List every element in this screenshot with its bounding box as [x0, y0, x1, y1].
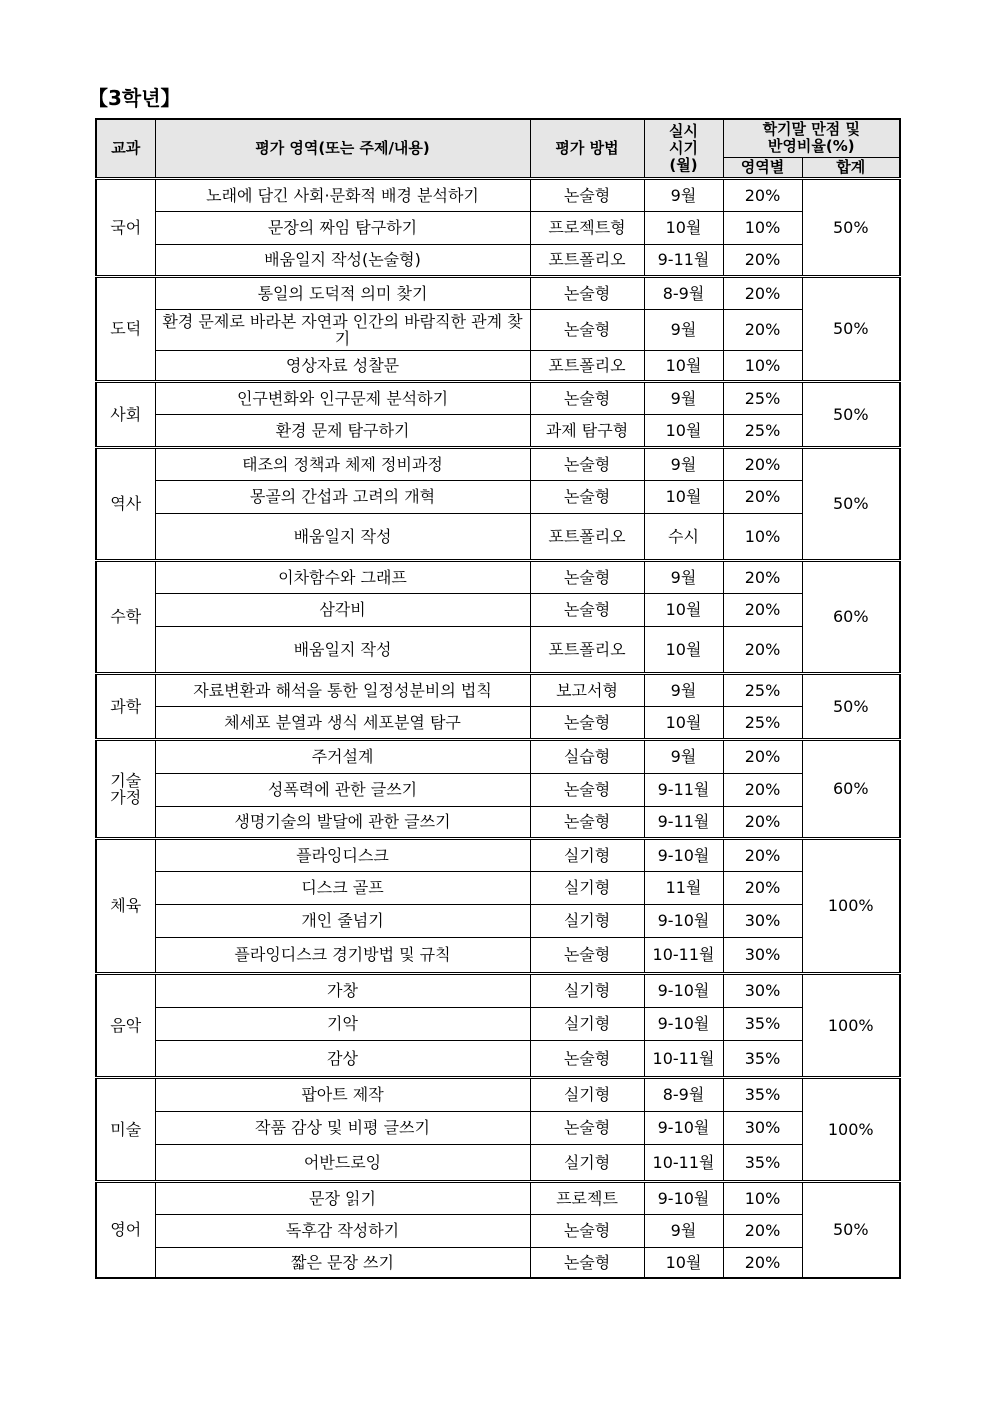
time-cell: 9-10월 — [644, 973, 723, 1007]
area-cell: 태조의 정책과 체제 정비과정 — [155, 447, 530, 480]
method-cell: 실기형 — [530, 973, 644, 1007]
subject-name: 수학 — [96, 560, 155, 673]
subject-name: 기술 가정 — [96, 739, 155, 838]
time-cell: 10월 — [644, 1247, 723, 1278]
percent-cell: 20% — [723, 739, 802, 773]
subject-name: 사회 — [96, 381, 155, 447]
area-cell: 문장의 짜임 탐구하기 — [155, 211, 530, 244]
method-cell: 실기형 — [530, 1144, 644, 1181]
table-row — [96, 178, 900, 211]
area-cell: 어반드로잉 — [155, 1144, 530, 1181]
subject-name: 역사 — [96, 447, 155, 560]
table-row — [96, 739, 900, 773]
method-cell: 논술형 — [530, 1040, 644, 1077]
total-cell: 50% — [802, 447, 900, 560]
method-cell: 논술형 — [530, 178, 644, 211]
table-row — [96, 973, 900, 1007]
percent-cell: 35% — [723, 1144, 802, 1181]
percent-cell: 20% — [723, 244, 802, 276]
subject-name: 체육 — [96, 838, 155, 973]
time-cell: 10월 — [644, 480, 723, 513]
table-row — [96, 838, 900, 871]
table-row — [96, 1111, 900, 1144]
area-cell: 주거설계 — [155, 739, 530, 773]
area-cell: 환경 문제 탐구하기 — [155, 414, 530, 447]
percent-cell: 20% — [723, 773, 802, 806]
percent-cell: 20% — [723, 1247, 802, 1278]
time-cell: 10-11월 — [644, 1144, 723, 1181]
method-cell: 논술형 — [530, 593, 644, 626]
table-body — [96, 178, 900, 1278]
method-cell: 실기형 — [530, 904, 644, 937]
total-cell: 50% — [802, 673, 900, 739]
area-cell: 감상 — [155, 1040, 530, 1077]
time-cell: 수시 — [644, 513, 723, 560]
method-cell: 논술형 — [530, 309, 644, 350]
percent-cell: 30% — [723, 973, 802, 1007]
time-cell: 9-11월 — [644, 806, 723, 838]
area-cell: 가창 — [155, 973, 530, 1007]
percent-cell: 20% — [723, 560, 802, 593]
time-cell: 9월 — [644, 560, 723, 593]
method-cell: 실기형 — [530, 871, 644, 904]
area-cell: 노래에 담긴 사회·문화적 배경 분석하기 — [155, 178, 530, 211]
time-cell: 9-10월 — [644, 1111, 723, 1144]
total-cell: 50% — [802, 276, 900, 381]
header-ratio-title: 학기말 만점 및 반영비율(%) — [723, 119, 900, 157]
table-row — [96, 1144, 900, 1181]
time-cell: 8-9월 — [644, 1077, 723, 1111]
method-cell: 논술형 — [530, 806, 644, 838]
subject-name: 국어 — [96, 178, 155, 276]
method-cell: 포트폴리오 — [530, 350, 644, 381]
subject-name: 음악 — [96, 973, 155, 1077]
area-cell: 체세포 분열과 생식 세포분열 탐구 — [155, 706, 530, 739]
time-cell: 10월 — [644, 706, 723, 739]
time-cell: 10월 — [644, 414, 723, 447]
table-row — [96, 1214, 900, 1247]
method-cell: 과제 탐구형 — [530, 414, 644, 447]
table-row — [96, 381, 900, 414]
percent-cell: 10% — [723, 513, 802, 560]
method-cell: 논술형 — [530, 447, 644, 480]
subject-name: 미술 — [96, 1077, 155, 1181]
header-ratio-total: 합계 — [802, 157, 900, 178]
time-cell: 9월 — [644, 309, 723, 350]
percent-cell: 20% — [723, 626, 802, 673]
percent-cell: 20% — [723, 806, 802, 838]
method-cell: 논술형 — [530, 773, 644, 806]
table-row — [96, 871, 900, 904]
time-cell: 9-11월 — [644, 244, 723, 276]
time-cell: 10월 — [644, 626, 723, 673]
time-cell: 9-11월 — [644, 773, 723, 806]
method-cell: 프로젝트형 — [530, 211, 644, 244]
table-row — [96, 513, 900, 560]
table-row — [96, 480, 900, 513]
area-cell: 인구변화와 인구문제 분석하기 — [155, 381, 530, 414]
percent-cell: 20% — [723, 276, 802, 309]
table-row — [96, 309, 900, 350]
area-cell: 환경 문제로 바라본 자연과 인간의 바람직한 관계 찾기 — [155, 309, 530, 350]
header-ratio-each: 영역별 — [723, 157, 802, 178]
total-cell: 100% — [802, 838, 900, 973]
method-cell: 포트폴리오 — [530, 626, 644, 673]
percent-cell: 10% — [723, 350, 802, 381]
percent-cell: 10% — [723, 211, 802, 244]
area-cell: 배움일지 작성 — [155, 626, 530, 673]
table-row — [96, 560, 900, 593]
header-method: 평가 방법 — [530, 119, 644, 178]
method-cell: 포트폴리오 — [530, 513, 644, 560]
time-cell: 9-10월 — [644, 1007, 723, 1040]
time-cell: 9월 — [644, 447, 723, 480]
total-cell: 100% — [802, 1077, 900, 1181]
page-title: 【3학년】 — [88, 86, 181, 110]
method-cell: 논술형 — [530, 1214, 644, 1247]
method-cell: 포트폴리오 — [530, 244, 644, 276]
total-cell: 50% — [802, 1181, 900, 1278]
time-cell: 10월 — [644, 211, 723, 244]
percent-cell: 25% — [723, 414, 802, 447]
table-row — [96, 1247, 900, 1278]
subject-name: 도덕 — [96, 276, 155, 381]
area-cell: 자료변환과 해석을 통한 일정성분비의 법칙 — [155, 673, 530, 706]
table-row — [96, 706, 900, 739]
table-row — [96, 673, 900, 706]
percent-cell: 25% — [723, 381, 802, 414]
header-subject: 교과 — [96, 119, 155, 178]
table-row — [96, 1007, 900, 1040]
header-timing: 실시 시기 (월) — [644, 119, 723, 178]
time-cell: 9월 — [644, 739, 723, 773]
method-cell: 논술형 — [530, 706, 644, 739]
table-row — [96, 276, 900, 309]
table-row — [96, 773, 900, 806]
percent-cell: 30% — [723, 904, 802, 937]
method-cell: 논술형 — [530, 381, 644, 414]
percent-cell: 20% — [723, 838, 802, 871]
percent-cell: 20% — [723, 178, 802, 211]
total-cell: 60% — [802, 739, 900, 838]
time-cell: 9-10월 — [644, 838, 723, 871]
area-cell: 기악 — [155, 1007, 530, 1040]
percent-cell: 10% — [723, 1181, 802, 1214]
percent-cell: 20% — [723, 593, 802, 626]
percent-cell: 20% — [723, 447, 802, 480]
total-cell: 100% — [802, 973, 900, 1077]
time-cell: 9월 — [644, 178, 723, 211]
area-cell: 디스크 골프 — [155, 871, 530, 904]
percent-cell: 35% — [723, 1007, 802, 1040]
total-cell: 50% — [802, 381, 900, 447]
total-cell: 50% — [802, 178, 900, 276]
time-cell: 9월 — [644, 673, 723, 706]
time-cell: 10월 — [644, 593, 723, 626]
method-cell: 실기형 — [530, 838, 644, 871]
method-cell: 논술형 — [530, 1111, 644, 1144]
area-cell: 성폭력에 관한 글쓰기 — [155, 773, 530, 806]
percent-cell: 20% — [723, 1214, 802, 1247]
percent-cell: 35% — [723, 1077, 802, 1111]
area-cell: 배움일지 작성(논술형) — [155, 244, 530, 276]
table-row — [96, 414, 900, 447]
method-cell: 프로젝트 — [530, 1181, 644, 1214]
area-cell: 작품 감상 및 비평 글쓰기 — [155, 1111, 530, 1144]
method-cell: 논술형 — [530, 560, 644, 593]
table-row — [96, 1040, 900, 1077]
area-cell: 짧은 문장 쓰기 — [155, 1247, 530, 1278]
percent-cell: 35% — [723, 1040, 802, 1077]
area-cell: 독후감 작성하기 — [155, 1214, 530, 1247]
area-cell: 플라잉디스크 경기방법 및 규칙 — [155, 937, 530, 973]
header-area: 평가 영역(또는 주제/내용) — [155, 119, 530, 178]
time-cell: 10-11월 — [644, 937, 723, 973]
method-cell: 실기형 — [530, 1007, 644, 1040]
total-cell: 60% — [802, 560, 900, 673]
table-row — [96, 937, 900, 973]
percent-cell: 20% — [723, 309, 802, 350]
method-cell: 실습형 — [530, 739, 644, 773]
area-cell: 삼각비 — [155, 593, 530, 626]
method-cell: 실기형 — [530, 1077, 644, 1111]
table-row — [96, 904, 900, 937]
table-row — [96, 244, 900, 276]
table-row — [96, 350, 900, 381]
area-cell: 개인 줄넘기 — [155, 904, 530, 937]
method-cell: 보고서형 — [530, 673, 644, 706]
table-row — [96, 1077, 900, 1111]
time-cell: 9-10월 — [644, 1181, 723, 1214]
time-cell: 9월 — [644, 1214, 723, 1247]
area-cell: 배움일지 작성 — [155, 513, 530, 560]
area-cell: 영상자료 성찰문 — [155, 350, 530, 381]
area-cell: 문장 읽기 — [155, 1181, 530, 1214]
time-cell: 8-9월 — [644, 276, 723, 309]
method-cell: 논술형 — [530, 276, 644, 309]
method-cell: 논술형 — [530, 480, 644, 513]
table-row — [96, 1181, 900, 1214]
time-cell: 10월 — [644, 350, 723, 381]
time-cell: 9-10월 — [644, 904, 723, 937]
area-cell: 몽골의 간섭과 고려의 개혁 — [155, 480, 530, 513]
area-cell: 통일의 도덕적 의미 찾기 — [155, 276, 530, 309]
assessment-table — [95, 118, 901, 1279]
table-row — [96, 211, 900, 244]
method-cell: 논술형 — [530, 1247, 644, 1278]
time-cell: 11월 — [644, 871, 723, 904]
table-row — [96, 447, 900, 480]
table-row — [96, 626, 900, 673]
percent-cell: 20% — [723, 480, 802, 513]
table-row — [96, 593, 900, 626]
area-cell: 플라잉디스크 — [155, 838, 530, 871]
subject-name: 영어 — [96, 1181, 155, 1278]
time-cell: 10-11월 — [644, 1040, 723, 1077]
area-cell: 팝아트 제작 — [155, 1077, 530, 1111]
area-cell: 생명기술의 발달에 관한 글쓰기 — [155, 806, 530, 838]
percent-cell: 20% — [723, 871, 802, 904]
subject-name: 과학 — [96, 673, 155, 739]
percent-cell: 25% — [723, 673, 802, 706]
method-cell: 논술형 — [530, 937, 644, 973]
time-cell: 9월 — [644, 381, 723, 414]
percent-cell: 30% — [723, 1111, 802, 1144]
table-row — [96, 806, 900, 838]
percent-cell: 30% — [723, 937, 802, 973]
percent-cell: 25% — [723, 706, 802, 739]
area-cell: 이차함수와 그래프 — [155, 560, 530, 593]
